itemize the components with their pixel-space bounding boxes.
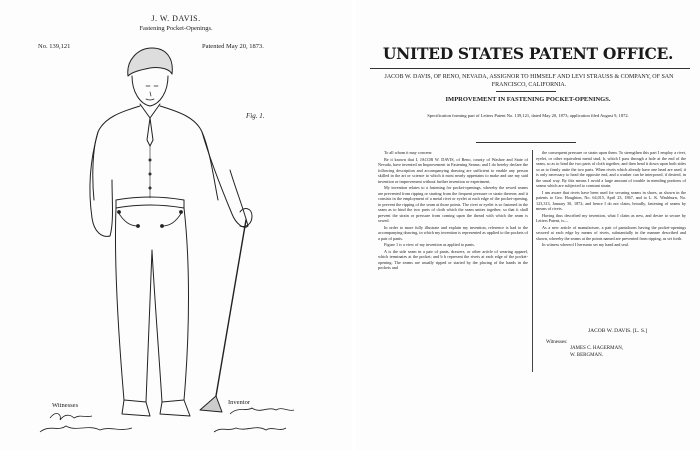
col1-paragraph: Be it known that I, JACOB W. DAVIS, of Reno, county of Washoe and State of Nevada, have invented an Improvement in Fastening Seams; and I do hereby declare the following description and accompanying drawing are sufficient to enable any person skilled in the art or science to which it most nearly appertains to make and use my said invention or improvement without further invention or experiment.: [378, 156, 528, 184]
figure-label: Fig. 1.: [246, 112, 265, 120]
col1-paragraph: To all whom it may concern:: [384, 150, 433, 155]
witness-name-1: JAMES C. HAGERMAN,: [570, 346, 624, 351]
inventor-byline: JACOB W. DAVIS, OF RENO, NEVADA, ASSIGNOR TO HIMSELF AND LEVI STRAUSS & COMPANY, OF SAN FRANCISCO, CALIFORNIA.: [384, 74, 674, 88]
witness-signature-2: [40, 426, 132, 432]
col1-paragraph: My invention relates to a fastening for pocket-openings, whereby the sewed seams are prevented from ripping or starting from the frequent pressure or strain thereon; and it consists in the employment of a metal rivet or eyelet at each edge of the pocket-opening, to prevent the ripping of the seam at those points. The rivet or eyelet is so fastened in the seam as to bind the two parts of cloth which the seam unites together, so that it shall prevent the strain or pressure from coming upon the thread with which the seam is sewed.: [378, 185, 528, 223]
figure-waistband: [116, 197, 184, 208]
patent-office-heading: UNITED STATES PATENT OFFICE.: [382, 44, 674, 63]
figure-face: [132, 76, 168, 106]
patented-date: Patented May 20, 1873.: [202, 43, 264, 50]
patent-text-sheet: [356, 0, 700, 450]
col2-paragraph: Having thus described my invention, what I claim as new, and desire to secure by Letters Patent, is—: [536, 212, 686, 223]
col2-paragraph: As a new article of manufacture, a pair of pantaloons having the pocket-openings secured at each edge by means of rivets, substantially in the manner described and shown, whereby the seams at the points named are prevented from ripping, as set forth.: [536, 224, 686, 241]
inventor-signature: [230, 408, 294, 414]
drawing-inventor-name: J. W. DAVIS.: [151, 14, 201, 23]
inventor-label: Inventor: [228, 399, 251, 406]
text-witnesses-label: Witnesses:: [546, 340, 568, 345]
col1-paragraph: A is the side seam in a pair of pants, drawers, or other article of wearing apparel, which terminates at the pocket; and b b represent the rivets at each edge of the pocket-opening. The seams are usually ripped or started by the placing of the hands in the pockets and: [378, 248, 528, 270]
witness-name-2: W. BERGMAN.: [570, 353, 604, 358]
column-divider: [532, 150, 533, 372]
figure-collar: [140, 104, 160, 146]
witness-signature-1: [50, 414, 92, 420]
text-column-2: [536, 150, 686, 320]
specification-line: Specification forming part of Letters Patent No. 139,121, dated May 20, 1873; application filed August 9, 1872.: [427, 113, 629, 118]
col2-paragraph: the consequent pressure or strain upon them. To strengthen this part I employ a rivet, eyelet, or other equivalent metal stud, b, which I pass through a hole at the end of the seam, so as to bind the two parts of cloth together, and then head it down upon both sides so as to firmly unite the two parts. When rivets which already have one head are used, it is only necessary to head the opposite end, and a washer can be interposed, if desired, in the usual way. By this means I avoid a large amount of trouble in mending portions of seams which are subjected to constant strain.: [536, 150, 686, 188]
hoe-handle: [216, 220, 246, 396]
witnesses-label: Witnesses: [52, 402, 79, 409]
spec-rule: [476, 142, 576, 143]
text-column-1: [378, 150, 528, 372]
hoe-blade: [200, 396, 222, 412]
figure-hair: [128, 48, 173, 76]
col2-paragraph: I am aware that rivets have been used for securing seams in shoes, as shown in the patents to Geo. Houghton, No. 64,015, April 23, 1867, and to L. K. Washburn, No. 123,313, January 30, 1872; and hence I do not claim, broadly, fastening of seams by means of rivets.: [536, 189, 686, 211]
col1-paragraph: In order to more fully illustrate and explain my invention, reference is had to the accompanying drawing, in which my invention is represented as applied to the pockets of a pair of pants.: [378, 224, 528, 241]
col1-paragraph: Figure 1 is a view of my invention as applied to pants.: [384, 242, 475, 247]
attorney-signature: [214, 428, 286, 432]
improvement-title: IMPROVEMENT IN FASTENING POCKET-OPENINGS.: [445, 96, 611, 103]
patent-number: No. 139,121: [38, 43, 71, 50]
text-signature: JACOB W. DAVIS. [L. S.]: [588, 328, 648, 334]
drawing-title: Fastening Pocket-Openings.: [139, 25, 213, 32]
col2-paragraph: In witness whereof I hereunto set my hand and seal.: [542, 242, 629, 247]
heading-rule: [370, 68, 690, 69]
figure-pants: [115, 208, 188, 402]
byline-rule: [496, 91, 556, 92]
